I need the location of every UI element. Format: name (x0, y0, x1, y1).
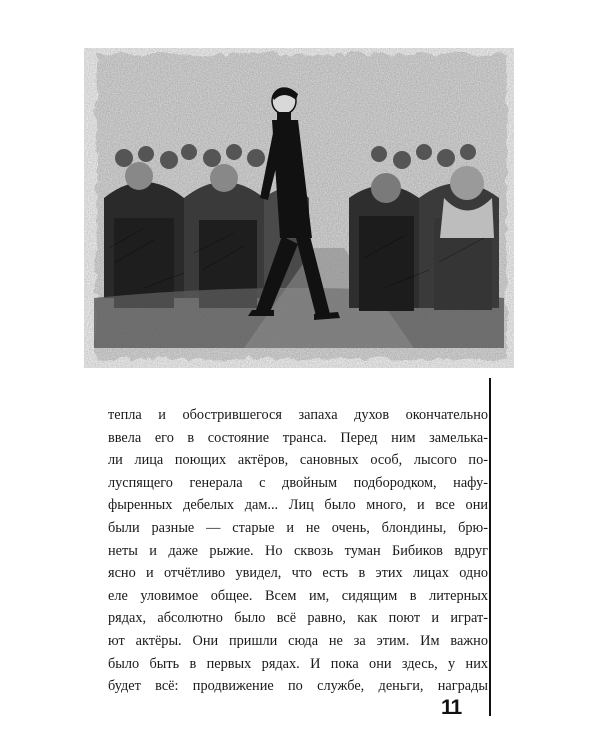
text-line: еле уловимое общее. Всем им, сидящим в литерных (108, 587, 488, 604)
page-number: 11 (441, 696, 462, 719)
text-line: тепла и обострившегося запаха духов окончательно (108, 407, 488, 423)
text-line: луспящего генерала с двойным подбородком, нафу- (108, 474, 488, 491)
text-line: ли лица поющих актёров, сановных особ, лысого по- (108, 452, 488, 469)
text-line: неты и даже рыжие. Но сквозь туман Бибиков вдруг (108, 542, 488, 559)
text-line: фыренных дебелых дам... Лиц было много, и все они (108, 497, 488, 514)
text-line: будет всё: продвижение по службе, деньги, награды (108, 678, 488, 695)
illustration-theater-audience (84, 48, 514, 368)
text-line: рядах, абсолютно было всё равно, как поют и играт- (108, 610, 488, 627)
text-line: были разные — старые и не очень, блондины, брю- (108, 519, 488, 536)
text-line: ввела его в состояние транса. Перед ним замелька- (108, 429, 488, 446)
text-line: было быть в первых рядах. И пока они здесь, у них (108, 655, 488, 672)
text-line: ют актёры. Они пришли сюда не за этим. Им важно (108, 632, 488, 649)
margin-rule (489, 378, 491, 716)
text-line: ясно и отчётливо увидел, что есть в этих лицах одно (108, 565, 488, 582)
body-text (108, 404, 488, 698)
